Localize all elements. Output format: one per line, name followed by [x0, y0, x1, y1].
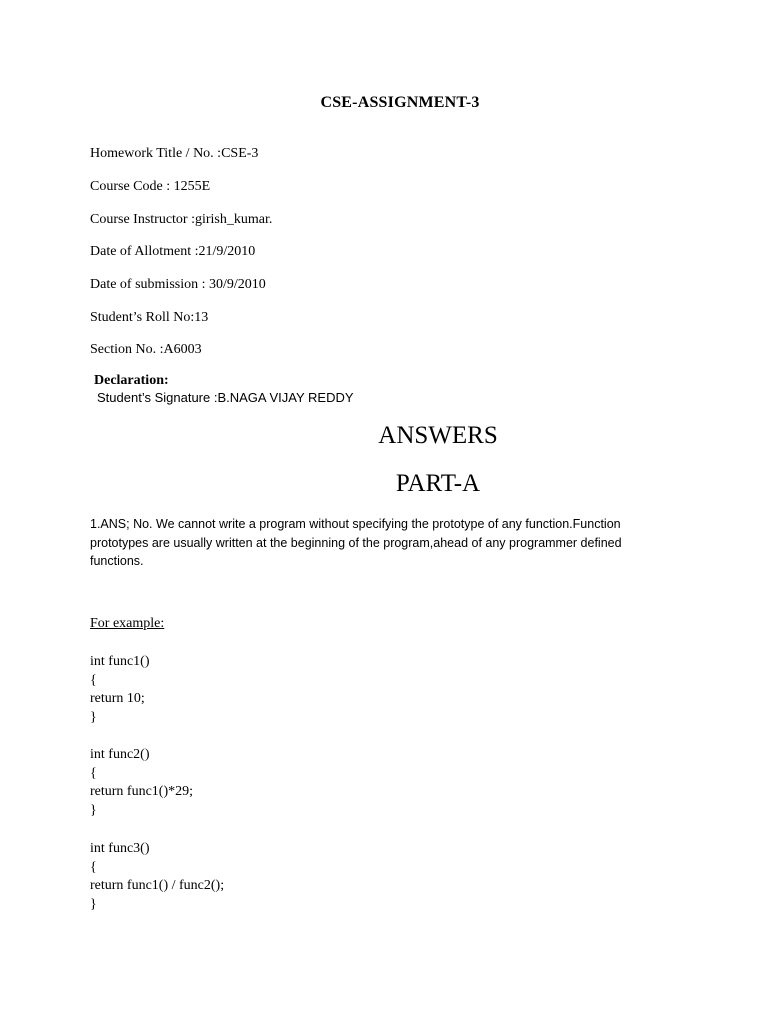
- code-block-func1: int func1() { return 10; }: [90, 654, 150, 726]
- answers-heading: ANSWERS: [378, 422, 498, 449]
- homework-title-field: Homework Title / No. :CSE-3: [90, 146, 259, 161]
- section-number-field: Section No. :A6003: [90, 342, 202, 357]
- course-code-field: Course Code : 1255E: [90, 179, 211, 194]
- assignment-title: CSE-ASSIGNMENT-3: [320, 94, 480, 111]
- answer-1-text: 1.ANS; No. We cannot write a program without specifying the prototype of any function.Function prototypes are usually written at the beginning of the program,ahead of any programmer defined functions.: [90, 517, 622, 568]
- roll-number-field: Student’s Roll No:13: [90, 310, 209, 325]
- date-of-submission-field: Date of submission : 30/9/2010: [90, 277, 266, 292]
- date-of-allotment-field: Date of Allotment :21/9/2010: [90, 244, 256, 259]
- declaration-heading: Declaration:: [94, 373, 169, 388]
- part-a-heading: PART-A: [395, 470, 481, 497]
- example-label: For example:: [90, 616, 165, 631]
- course-instructor-field: Course Instructor :girish_kumar.: [90, 212, 273, 227]
- code-block-func2: int func2() { return func1()*29; }: [90, 747, 194, 819]
- code-block-func3: int func3() { return func1() / func2(); }: [90, 841, 225, 913]
- student-signature: Student’s Signature :B.NAGA VIJAY REDDY: [97, 390, 354, 405]
